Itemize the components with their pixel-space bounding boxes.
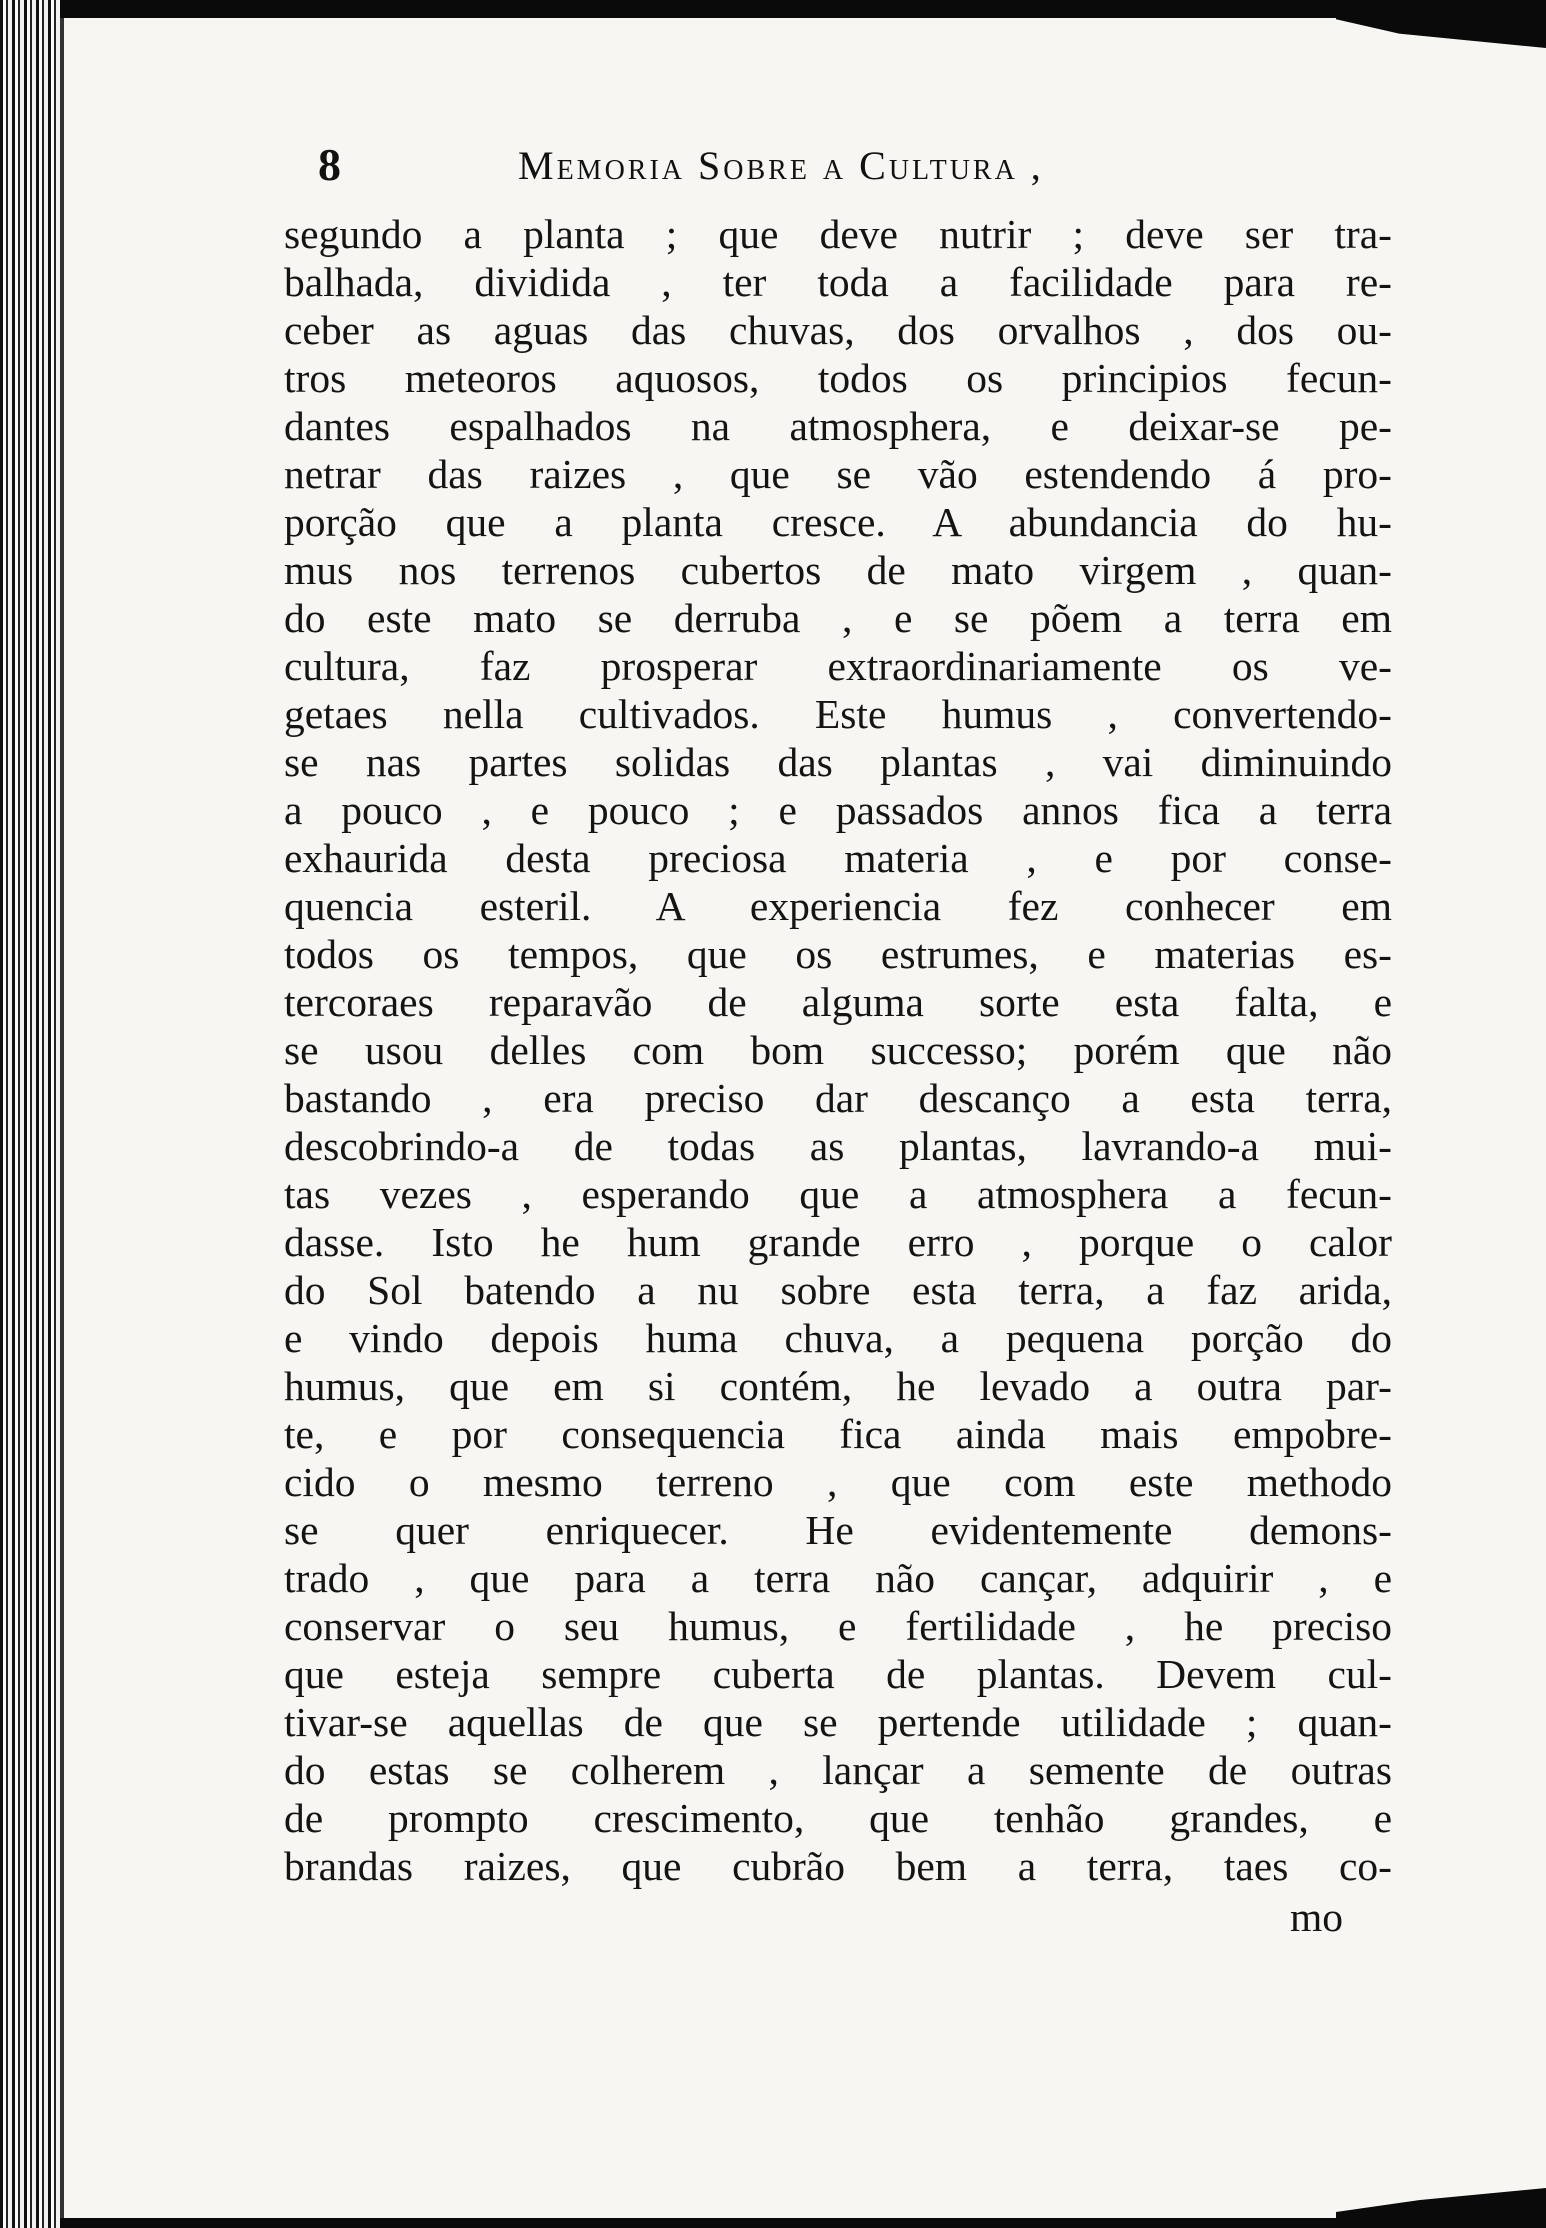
page-number: 8 xyxy=(318,139,341,190)
text-line: exhaurida desta preciosa materia , e por conse- xyxy=(284,835,1392,881)
text-line: segundo a planta ; que deve nutrir ; deve ser tra- xyxy=(284,211,1392,257)
body-text xyxy=(284,210,1392,1890)
text-line: getaes nella cultivados. Este humus , convertendo- xyxy=(284,691,1392,737)
text-line: brandas raizes, que cubrão bem a terra, taes co- xyxy=(284,1843,1392,1889)
text-line: tivar-se aquellas de que se pertende utilidade ; quan- xyxy=(284,1699,1392,1745)
text-line: do Sol batendo a nu sobre esta terra, a faz arida, xyxy=(284,1267,1392,1313)
text-line: te, e por consequencia fica ainda mais empobre- xyxy=(284,1411,1392,1457)
scan-border-bottom xyxy=(60,2218,1546,2228)
text-line: netrar das raizes , que se vão estendendo á pro- xyxy=(284,451,1392,497)
text-line: tas vezes , esperando que a atmosphera a fecun- xyxy=(284,1171,1392,1217)
text-line: a pouco , e pouco ; e passados annos fica a terra xyxy=(284,787,1392,833)
text-line: balhada, dividida , ter toda a facilidade para re- xyxy=(284,259,1392,305)
binding-edge xyxy=(0,0,60,2228)
text-line: dantes espalhados na atmosphera, e deixar-se pe- xyxy=(284,403,1392,449)
text-line: se usou delles com bom successo; porém que não xyxy=(284,1027,1392,1073)
text-line: cido o mesmo terreno , que com este methodo xyxy=(284,1459,1392,1505)
text-line: mus nos terrenos cubertos de mato virgem , quan- xyxy=(284,547,1392,593)
text-line: conservar o seu humus, e fertilidade , he preciso xyxy=(284,1603,1392,1649)
text-line: tros meteoros aquosos, todos os principios fecun- xyxy=(284,355,1392,401)
text-line: e vindo depois huma chuva, a pequena porção do xyxy=(284,1315,1392,1361)
text-line: se quer enriquecer. He evidentemente demons- xyxy=(284,1507,1392,1553)
text-line: tercoraes reparavão de alguma sorte esta falta, e xyxy=(284,979,1392,1025)
running-head xyxy=(290,138,1270,198)
catchword: mo xyxy=(1290,1894,1344,1940)
running-head-title: Memoria Sobre a Cultura , xyxy=(518,143,1044,188)
scan-corner-top xyxy=(1336,0,1546,48)
scan-border-top xyxy=(60,0,1546,18)
text-line: humus, que em si contém, he levado a outra par- xyxy=(284,1363,1392,1409)
text-line: do estas se colherem , lançar a semente de outras xyxy=(284,1747,1392,1793)
text-line: porção que a planta cresce. A abundancia do hu- xyxy=(284,499,1392,545)
scan-corner-bottom xyxy=(1336,2188,1546,2228)
text-line: quencia esteril. A experiencia fez conhecer em xyxy=(284,883,1392,929)
text-line: trado , que para a terra não cançar, adquirir , e xyxy=(284,1555,1392,1601)
text-line: ceber as aguas das chuvas, dos orvalhos , dos ou- xyxy=(284,307,1392,353)
text-line: se nas partes solidas das plantas , vai diminuindo xyxy=(284,739,1392,785)
text-line: cultura, faz prosperar extraordinariamente os ve- xyxy=(284,643,1392,689)
text-line: todos os tempos, que os estrumes, e materias es- xyxy=(284,931,1392,977)
text-line: bastando , era preciso dar descanço a esta terra, xyxy=(284,1075,1392,1121)
text-line: que esteja sempre cuberta de plantas. Devem cul- xyxy=(284,1651,1392,1697)
text-line: de prompto crescimento, que tenhão grandes, e xyxy=(284,1795,1392,1841)
text-line: do este mato se derruba , e se põem a terra em xyxy=(284,595,1392,641)
text-line: dasse. Isto he hum grande erro , porque o calor xyxy=(284,1219,1392,1265)
text-line: descobrindo-a de todas as plantas, lavrando-a mui- xyxy=(284,1123,1392,1169)
